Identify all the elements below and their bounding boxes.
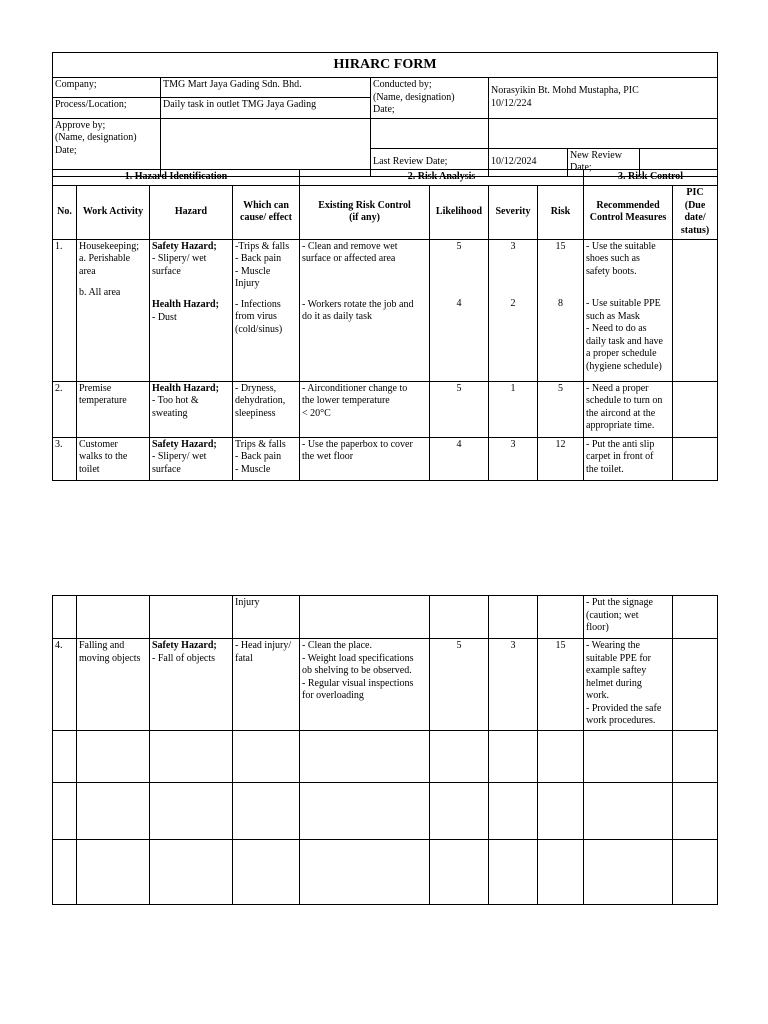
row-likelihood bbox=[430, 731, 489, 783]
table-row bbox=[53, 596, 718, 639]
row-severity bbox=[489, 596, 538, 639]
row-risk: 12 bbox=[538, 437, 584, 480]
col-severity: Severity bbox=[489, 185, 538, 239]
text-line: sleepiness bbox=[235, 407, 276, 419]
text-line: Injury bbox=[235, 278, 260, 289]
text-line: (cold/sinus) bbox=[235, 323, 283, 335]
text-line: surface bbox=[152, 265, 181, 277]
row-pic bbox=[673, 840, 718, 905]
row-no: 2. bbox=[53, 381, 77, 437]
text-line: Injury bbox=[235, 597, 260, 608]
text-line: Housekeeping; bbox=[79, 240, 139, 252]
row-pic bbox=[673, 381, 718, 437]
text-line: < 20°C bbox=[302, 407, 331, 419]
text-line: shoes such as bbox=[586, 253, 640, 264]
company-value: TMG Mart Jaya Gading Sdn. Bhd. bbox=[161, 78, 371, 98]
text-line: - Weight load specifications bbox=[302, 652, 414, 664]
table-row bbox=[53, 639, 718, 731]
process-value: Daily task in outlet TMG Jaya Gading bbox=[161, 98, 371, 118]
row-risk bbox=[538, 840, 584, 905]
section-risk-control: 3. Risk Control bbox=[584, 170, 718, 186]
text-line: surface bbox=[152, 463, 181, 475]
row-existing-control bbox=[300, 731, 430, 783]
text-line: for overloading bbox=[302, 690, 364, 701]
text-line: - Wearing the bbox=[586, 640, 640, 651]
row-hazard: Health Hazard; - Too hot & sweating bbox=[150, 381, 233, 437]
row-likelihood: 4 bbox=[430, 437, 489, 480]
col-pic bbox=[673, 185, 718, 239]
last-review-value: 10/12/2024 bbox=[489, 148, 568, 176]
text-line: Customer bbox=[79, 438, 118, 450]
row-activity bbox=[77, 783, 150, 840]
text-line: - Muscle bbox=[235, 265, 271, 277]
text-line: (if any) bbox=[349, 212, 380, 223]
text-line: - Fall of objects bbox=[152, 652, 216, 664]
row-hazard: Safety Hazard; - Slipery/ wet surface Health Hazard; - Dust bbox=[150, 239, 233, 381]
row-severity: 3 bbox=[489, 639, 538, 731]
text-line: - Clean the place. bbox=[302, 640, 372, 651]
row-likelihood: 5 4 bbox=[430, 239, 489, 381]
row-severity bbox=[489, 731, 538, 783]
text-line: moving objects bbox=[79, 652, 141, 664]
row-effect bbox=[233, 381, 300, 437]
row-effect bbox=[233, 840, 300, 905]
text-line: Norasyikin Bt. Mohd Mustapha, PIC bbox=[491, 85, 639, 97]
text-line: the lower temperature bbox=[302, 395, 390, 406]
row-existing-control bbox=[300, 381, 430, 437]
row-hazard bbox=[150, 783, 233, 840]
col-work-activity: Work Activity bbox=[77, 185, 150, 239]
row-recommended bbox=[584, 437, 673, 480]
text-line: Date; bbox=[373, 104, 395, 115]
text-line: - Back pain bbox=[235, 253, 282, 264]
hirarc-header-table bbox=[52, 52, 718, 177]
row-no bbox=[53, 783, 77, 840]
row-pic bbox=[673, 731, 718, 783]
text-line: Approve by; bbox=[55, 119, 106, 131]
row-no bbox=[53, 840, 77, 905]
text-line: - Slipery/ wet bbox=[152, 451, 207, 462]
row-no: 1. bbox=[53, 239, 77, 381]
text-line: walks to the bbox=[79, 451, 128, 462]
row-pic bbox=[673, 239, 718, 381]
text-line: Date; bbox=[570, 162, 592, 173]
row-hazard: Safety Hazard; - Fall of objects bbox=[150, 639, 233, 731]
risk-table bbox=[52, 169, 718, 481]
row-recommended bbox=[584, 239, 673, 381]
risk-table-continued bbox=[52, 595, 718, 905]
text-line: Existing Risk Control bbox=[318, 199, 411, 211]
text-line: - Muscle bbox=[235, 463, 271, 475]
table-row bbox=[53, 783, 718, 840]
row-recommended bbox=[584, 840, 673, 905]
row-activity bbox=[77, 437, 150, 480]
text-line: surface or affected area bbox=[302, 253, 396, 264]
text-line: New Review bbox=[570, 149, 622, 161]
row-activity bbox=[77, 639, 150, 731]
row-likelihood bbox=[430, 840, 489, 905]
row-severity: 1 bbox=[489, 381, 538, 437]
text-line: work procedures. bbox=[586, 715, 656, 726]
text-line: floor) bbox=[586, 622, 609, 633]
form-title: HIRARC FORM bbox=[53, 53, 718, 78]
process-label: Process/Location; bbox=[53, 98, 161, 118]
text-line: -Trips & falls bbox=[235, 240, 290, 252]
text-line: - Provided the safe bbox=[586, 702, 662, 714]
row-pic bbox=[673, 437, 718, 480]
row-effect bbox=[233, 239, 300, 381]
text-line: Which can bbox=[243, 199, 289, 211]
row-effect bbox=[233, 639, 300, 731]
row-pic bbox=[673, 783, 718, 840]
table-row bbox=[53, 239, 718, 381]
text-line: cause/ effect bbox=[240, 212, 292, 223]
text-line: - Put the signage bbox=[586, 597, 653, 608]
row-risk: 5 bbox=[538, 381, 584, 437]
col-hazard: Hazard bbox=[150, 185, 233, 239]
company-label: Company; bbox=[53, 78, 161, 98]
text-line: - Use the suitable bbox=[586, 240, 656, 252]
text-line: schedule to turn on bbox=[586, 395, 663, 406]
text-line: - Use suitable PPE bbox=[586, 298, 661, 309]
text-line: - Slipery/ wet bbox=[152, 253, 207, 264]
text-line: - Workers rotate the job and bbox=[302, 298, 414, 310]
text-line: - Airconditioner change to bbox=[302, 382, 408, 394]
row-severity: 3 bbox=[489, 437, 538, 480]
last-review-label: Last Review Date; bbox=[371, 148, 489, 176]
row-activity bbox=[77, 596, 150, 639]
row-severity bbox=[489, 783, 538, 840]
row-pic bbox=[673, 596, 718, 639]
text-line: Conducted by; bbox=[373, 79, 432, 90]
row-hazard bbox=[150, 840, 233, 905]
row-risk bbox=[538, 783, 584, 840]
text-line: sweating bbox=[152, 407, 188, 419]
row-likelihood bbox=[430, 783, 489, 840]
conducted-extra bbox=[371, 118, 489, 148]
text-line: the wet floor bbox=[302, 451, 354, 462]
row-severity: 3 2 bbox=[489, 239, 538, 381]
row-existing-control bbox=[300, 783, 430, 840]
row-recommended bbox=[584, 731, 673, 783]
text-line: - Dust bbox=[152, 311, 177, 323]
row-activity bbox=[77, 239, 150, 381]
row-recommended bbox=[584, 639, 673, 731]
row-existing-control bbox=[300, 639, 430, 731]
text-line: do it as daily task bbox=[302, 311, 372, 322]
row-recommended bbox=[584, 783, 673, 840]
text-line: - Need a proper bbox=[586, 382, 649, 394]
text-line: - Use the paperbox to cover bbox=[302, 438, 413, 450]
conducted-extra-value bbox=[489, 118, 718, 148]
text-line: status) bbox=[680, 224, 710, 236]
text-line: - Regular visual inspections bbox=[302, 677, 414, 689]
row-existing-control bbox=[300, 596, 430, 639]
text-line: - Infections bbox=[235, 298, 281, 310]
table-row bbox=[53, 381, 718, 437]
text-line: ob shelving to be observed. bbox=[302, 665, 412, 676]
text-line: appropriate time. bbox=[586, 420, 655, 431]
text-line: PIC bbox=[686, 187, 704, 198]
text-line: - Dryness, bbox=[235, 382, 277, 394]
text-line: Recommended bbox=[596, 199, 660, 211]
row-hazard bbox=[150, 596, 233, 639]
row-no: 3. bbox=[53, 437, 77, 480]
text-line: (Name, designation) bbox=[373, 91, 455, 103]
table-row bbox=[53, 437, 718, 480]
text-line: a proper schedule bbox=[586, 348, 657, 359]
row-recommended bbox=[584, 381, 673, 437]
row-existing-control bbox=[300, 239, 430, 381]
text-line: such as Mask bbox=[586, 310, 640, 322]
col-no: No. bbox=[53, 185, 77, 239]
text-line: the toilet. bbox=[586, 463, 624, 475]
text-line: the aircond at the bbox=[586, 407, 656, 419]
text-line: Control Measures bbox=[589, 212, 667, 223]
section-hazard-identification: 1. Hazard Identification bbox=[53, 170, 300, 186]
text-line: - Back pain bbox=[235, 451, 282, 462]
text-line: a. Perishable bbox=[79, 253, 131, 264]
text-line: temperature bbox=[79, 395, 127, 406]
text-line: example saftey bbox=[586, 665, 647, 676]
row-risk bbox=[538, 731, 584, 783]
row-existing-control bbox=[300, 437, 430, 480]
row-existing-control bbox=[300, 840, 430, 905]
conducted-value bbox=[489, 78, 718, 119]
row-effect bbox=[233, 437, 300, 480]
text-line: dehydration, bbox=[235, 395, 286, 406]
row-likelihood: 5 bbox=[430, 381, 489, 437]
text-line: helmet during bbox=[586, 677, 642, 689]
col-effect bbox=[233, 185, 300, 239]
text-line: 10/12/224 bbox=[491, 97, 532, 109]
row-likelihood bbox=[430, 596, 489, 639]
text-line: carpet in front of bbox=[586, 451, 654, 462]
text-line: b. All area bbox=[79, 287, 121, 298]
row-effect bbox=[233, 783, 300, 840]
col-risk: Risk bbox=[538, 185, 584, 239]
row-hazard: Safety Hazard; - Slipery/ wet surface bbox=[150, 437, 233, 480]
row-activity bbox=[77, 381, 150, 437]
text-line: - Put the anti slip bbox=[586, 438, 655, 450]
row-effect bbox=[233, 596, 300, 639]
row-activity bbox=[77, 840, 150, 905]
row-likelihood: 5 bbox=[430, 639, 489, 731]
row-risk: 15 bbox=[538, 639, 584, 731]
text-line: from virus bbox=[235, 311, 277, 322]
text-line: Date; bbox=[55, 144, 77, 156]
row-no bbox=[53, 731, 77, 783]
row-hazard bbox=[150, 731, 233, 783]
row-severity bbox=[489, 840, 538, 905]
approve-value bbox=[161, 118, 371, 176]
text-line: (hygiene schedule) bbox=[586, 360, 662, 372]
col-recommended bbox=[584, 185, 673, 239]
text-line: Trips & falls bbox=[235, 438, 286, 450]
text-line: work. bbox=[586, 690, 610, 701]
table-row bbox=[53, 731, 718, 783]
text-line: date/ bbox=[684, 212, 706, 223]
conducted-label bbox=[371, 78, 489, 119]
text-line: - Too hot & bbox=[152, 395, 199, 406]
text-line: area bbox=[79, 265, 96, 277]
row-no: 4. bbox=[53, 639, 77, 731]
row-risk bbox=[538, 596, 584, 639]
row-pic bbox=[673, 639, 718, 731]
text-line: - Need to do as bbox=[586, 323, 647, 334]
row-activity bbox=[77, 731, 150, 783]
row-risk: 15 8 bbox=[538, 239, 584, 381]
text-line: (caution; wet bbox=[586, 609, 639, 621]
text-line: - Clean and remove wet bbox=[302, 240, 398, 252]
row-recommended bbox=[584, 596, 673, 639]
text-line: toilet bbox=[79, 463, 100, 475]
text-line: suitable PPE for bbox=[586, 652, 651, 664]
text-line: fatal bbox=[235, 652, 253, 664]
col-existing-control bbox=[300, 185, 430, 239]
text-line: (Name, designation) bbox=[55, 132, 137, 143]
row-effect bbox=[233, 731, 300, 783]
text-line: - Head injury/ bbox=[235, 640, 292, 651]
text-line: safety boots. bbox=[586, 265, 637, 277]
row-no bbox=[53, 596, 77, 639]
text-line: (Due bbox=[684, 199, 706, 211]
approve-label bbox=[53, 118, 161, 176]
text-line: daily task and have bbox=[586, 335, 663, 347]
section-risk-analysis: 2. Risk Analysis bbox=[300, 170, 584, 186]
text-line: Premise bbox=[79, 382, 112, 394]
col-likelihood: Likelihood bbox=[430, 185, 489, 239]
text-line: Falling and bbox=[79, 640, 125, 651]
table-row bbox=[53, 840, 718, 905]
